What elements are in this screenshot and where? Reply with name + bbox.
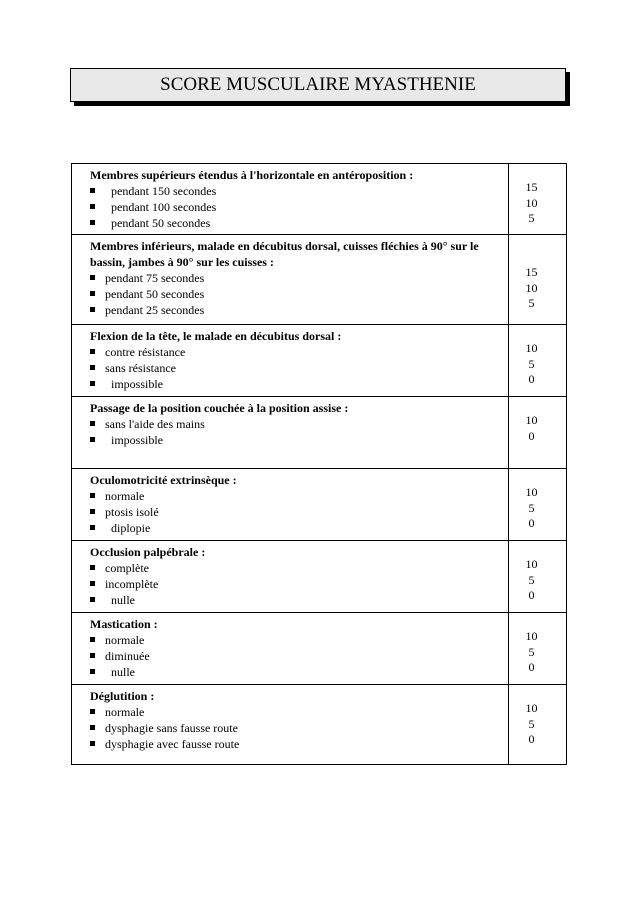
bullet-icon bbox=[90, 525, 95, 530]
list-item: impossible bbox=[90, 432, 504, 448]
list-item: diplopie bbox=[90, 520, 504, 536]
list-item: normale bbox=[90, 704, 504, 720]
score-table bbox=[71, 163, 567, 765]
list-item: dysphagie avec fausse route bbox=[90, 736, 504, 752]
points-cell: 10 5 0 bbox=[509, 469, 567, 541]
list-item: nulle bbox=[90, 664, 504, 680]
criterion-heading: Membres inférieurs, malade en décubitus dorsal, cuisses fléchies à 90° sur le bassin, jambes à 90° sur les cuisses : bbox=[90, 239, 479, 269]
bullet-icon bbox=[90, 204, 95, 209]
bullet-icon bbox=[90, 669, 95, 674]
page-title: SCORE MUSCULAIRE MYASTHENIE bbox=[70, 68, 566, 102]
criterion-cell bbox=[72, 541, 509, 613]
bullet-icon bbox=[90, 709, 95, 714]
criterion-cell bbox=[72, 325, 509, 397]
criterion-cell bbox=[72, 164, 509, 235]
criterion-heading: Membres supérieurs étendus à l'horizontale en antéroposition : bbox=[90, 168, 414, 182]
criterion-heading: Mastication : bbox=[90, 617, 158, 631]
table-row bbox=[72, 613, 567, 685]
bullet-icon bbox=[90, 381, 95, 386]
bullet-icon bbox=[90, 581, 95, 586]
criterion-cell bbox=[72, 685, 509, 765]
bullet-icon bbox=[90, 291, 95, 296]
bullet-icon bbox=[90, 349, 95, 354]
bullet-icon bbox=[90, 188, 95, 193]
table-row bbox=[72, 397, 567, 469]
list-item: sans l'aide des mains bbox=[90, 416, 504, 432]
list-item: pendant 25 secondes bbox=[90, 302, 504, 318]
table-row bbox=[72, 541, 567, 613]
points-cell: 10 5 0 bbox=[509, 541, 567, 613]
criterion-heading: Oculomotricité extrinsèque : bbox=[90, 473, 237, 487]
bullet-icon bbox=[90, 565, 95, 570]
table-row bbox=[72, 325, 567, 397]
list-item: pendant 75 secondes bbox=[90, 270, 504, 286]
table-row bbox=[72, 164, 567, 235]
list-item: pendant 150 secondes bbox=[90, 183, 504, 199]
criterion-cell bbox=[72, 235, 509, 325]
list-item: pendant 50 secondes bbox=[90, 215, 504, 231]
bullet-icon bbox=[90, 421, 95, 426]
list-item: incomplète bbox=[90, 576, 504, 592]
criterion-heading: Déglutition : bbox=[90, 689, 155, 703]
bullet-icon bbox=[90, 493, 95, 498]
criterion-heading: Flexion de la tête, le malade en décubitus dorsal : bbox=[90, 329, 342, 343]
points-cell: 15 10 5 bbox=[509, 235, 567, 325]
list-item: dysphagie sans fausse route bbox=[90, 720, 504, 736]
list-item: nulle bbox=[90, 592, 504, 608]
criterion-cell bbox=[72, 397, 509, 469]
list-item: diminuée bbox=[90, 648, 504, 664]
table-row bbox=[72, 685, 567, 765]
list-item: impossible bbox=[90, 376, 504, 392]
list-item: pendant 100 secondes bbox=[90, 199, 504, 215]
list-item: normale bbox=[90, 488, 504, 504]
bullet-icon bbox=[90, 365, 95, 370]
criterion-heading: Passage de la position couchée à la position assise : bbox=[90, 401, 349, 415]
table-row bbox=[72, 469, 567, 541]
list-item: complète bbox=[90, 560, 504, 576]
bullet-icon bbox=[90, 509, 95, 514]
list-item: normale bbox=[90, 632, 504, 648]
criterion-cell bbox=[72, 613, 509, 685]
points-cell: 10 0 bbox=[509, 397, 567, 469]
bullet-icon bbox=[90, 307, 95, 312]
points-cell: 10 5 0 bbox=[509, 613, 567, 685]
list-item: contre résistance bbox=[90, 344, 504, 360]
criterion-heading: Occlusion palpébrale : bbox=[90, 545, 206, 559]
bullet-icon bbox=[90, 220, 95, 225]
points-cell: 10 5 0 bbox=[509, 685, 567, 765]
bullet-icon bbox=[90, 637, 95, 642]
bullet-icon bbox=[90, 275, 95, 280]
table-row bbox=[72, 235, 567, 325]
points-cell: 10 5 0 bbox=[509, 325, 567, 397]
list-item: sans résistance bbox=[90, 360, 504, 376]
bullet-icon bbox=[90, 597, 95, 602]
list-item: ptosis isolé bbox=[90, 504, 504, 520]
bullet-icon bbox=[90, 741, 95, 746]
points-cell: 15 10 5 bbox=[509, 164, 567, 235]
bullet-icon bbox=[90, 437, 95, 442]
list-item: pendant 50 secondes bbox=[90, 286, 504, 302]
bullet-icon bbox=[90, 653, 95, 658]
criterion-cell bbox=[72, 469, 509, 541]
bullet-icon bbox=[90, 725, 95, 730]
